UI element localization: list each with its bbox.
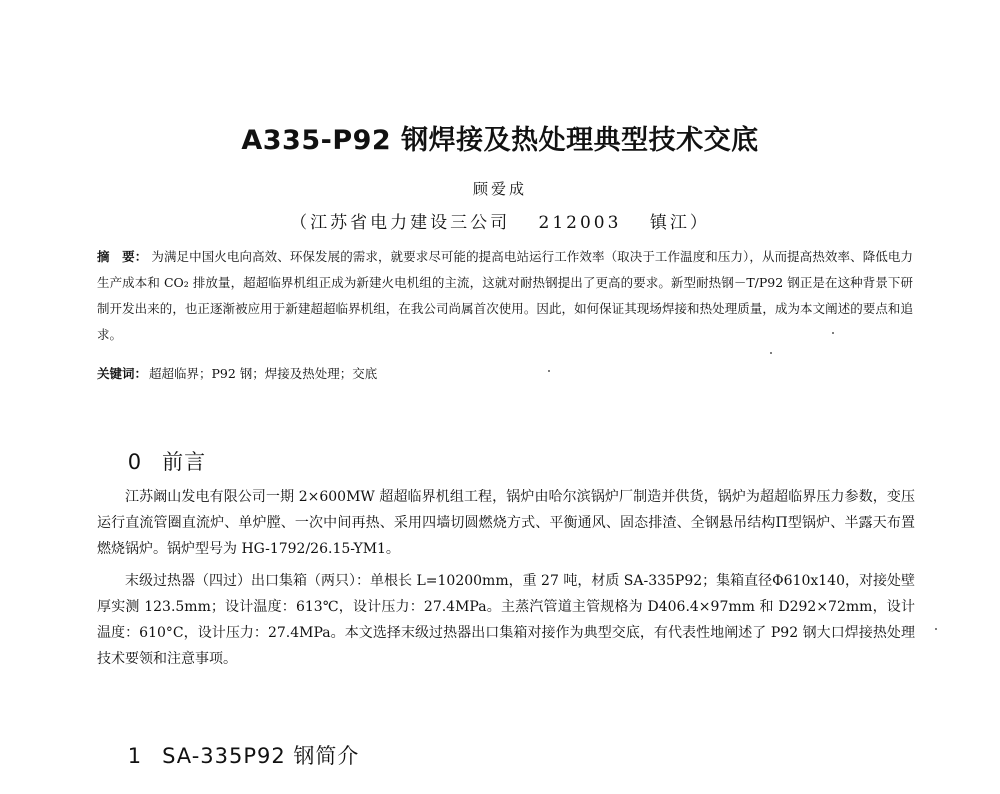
- abstract-label: 摘 要：: [97, 249, 148, 264]
- body-paragraph: 江苏阚山发电有限公司一期 2×600MW 超超临界机组工程，锅炉由哈尔滨锅炉厂制造并供货，锅炉为超超临界压力参数，变压运行直流管圈直流炉、单炉膛、一次中间再热、采用四墙切圆燃烧方式、平衡通风、固态排渣、全钢悬吊结构Π型锅炉、半露天布置燃烧锅炉。锅炉型号为 HG-1792/26.15-YM1。: [97, 489, 915, 557]
- scan-speck: [832, 332, 834, 334]
- paper-title: A335-P92 钢焊接及热处理典型技术交底: [241, 125, 759, 156]
- abstract: [97, 244, 913, 348]
- keywords-label: 关键词：: [97, 366, 148, 381]
- scan-speck: [548, 370, 550, 372]
- scan-speck: [935, 628, 937, 630]
- section-number: 0: [127, 450, 143, 474]
- author-name: 顾爱成: [472, 180, 527, 198]
- scan-speck: [770, 352, 772, 354]
- author-affiliation: （江苏省电力建设三公司 212003 镇江）: [290, 213, 710, 233]
- keywords: [97, 364, 913, 384]
- section-number: 1: [127, 744, 143, 768]
- abstract-text: 为满足中国火电向高效、环保发展的需求，就要求尽可能的提高电站运行工作效率（取决于工作温度和压力），从而提高热效率、降低电力生产成本和 CO₂ 排放量，超超临界机组正成为新建火电机组的主流，这就对耐热钢提出了更高的要求。新型耐热钢－T/P92 钢正是在这种背景下研制开发出来的，也正逐渐被应用于新建超超临界机组，在我公司尚属首次使用。因此，如何保证其现场焊接和热处理质量，成为本文阐述的要点和追求。: [97, 249, 913, 342]
- section-title: SA-335P92 钢简介: [162, 744, 360, 768]
- body-paragraph: 末级过热器（四过）出口集箱（两只）：单根长 L=10200mm，重 27 吨，材质 SA-335P92；集箱直径Φ610x140，对接处壁厚实测 123.5mm；设计温度：613℃，设计压力：27.4MPa。主蒸汽管道主管规格为 D406.4×97mm 和 D292×72mm，设计温度：610°C，设计压力：27.4MPa。本文选择末级过热器出口集箱对接作为典型交底，有代表性地阐述了 P92 钢大口焊接热处理技术要领和注意事项。: [97, 573, 915, 667]
- section-title: 前言: [162, 450, 207, 474]
- keywords-text: 超超临界；P92 钢；焊接及热处理；交底: [149, 366, 378, 381]
- section-heading-1: [97, 716, 359, 794]
